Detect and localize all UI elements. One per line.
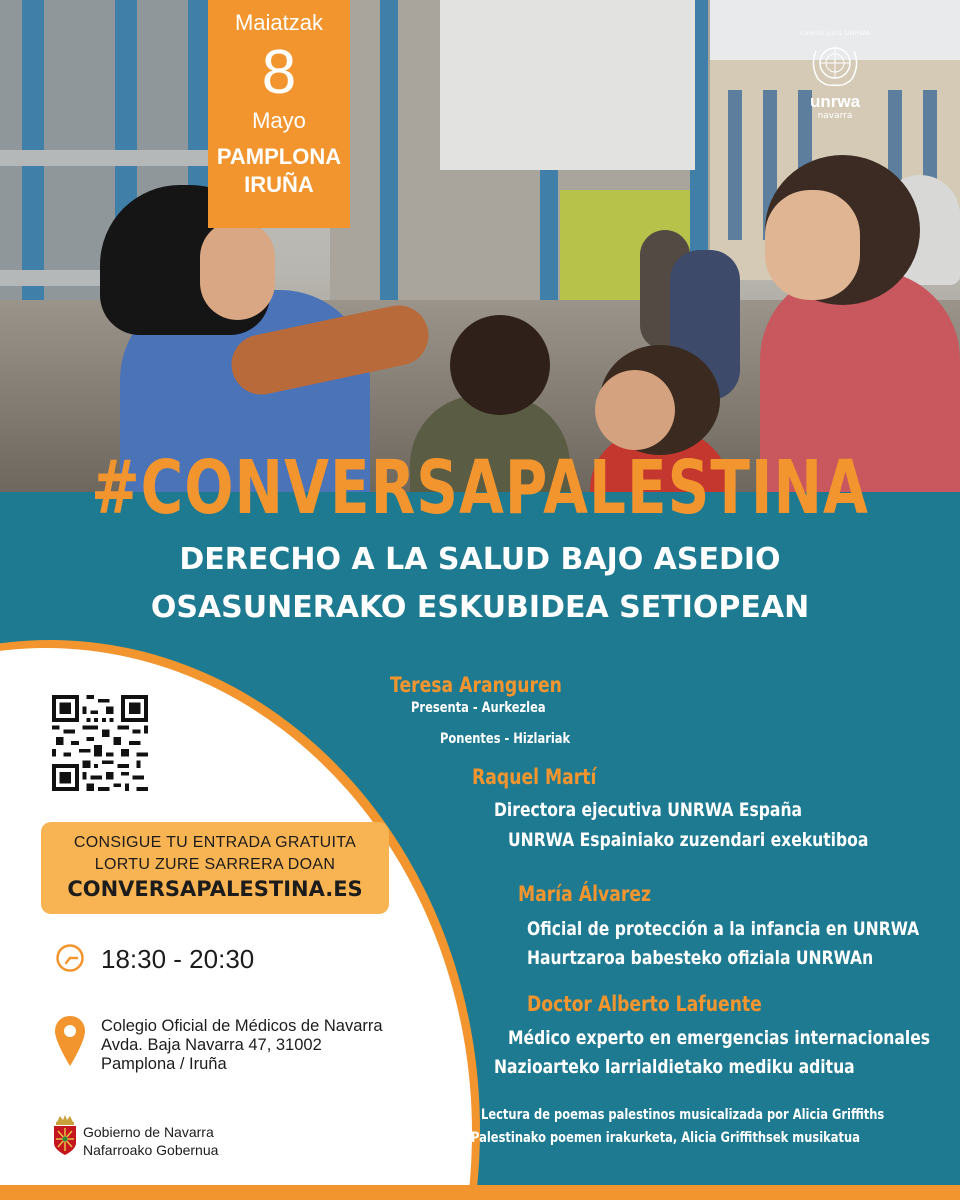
month-es: Mayo [252,108,306,133]
girl-pink-jacket-face [765,190,860,300]
closing-line-es: Lectura de poemas palestinos musicalizada por Alicia Griffiths [481,1107,885,1123]
city-line-2: IRUÑA [244,172,314,197]
ticket-line-es: CONSIGUE TU ENTRADA GRATUITA [73,834,357,851]
title-es: DERECHO A LA SALUD BAJO ASEDIO [179,542,781,577]
unrwa-region: navarra [817,111,853,121]
hashtag-title: #CONVERSAPALESTINA [91,444,869,532]
navarra-shield-icon [52,1113,78,1157]
title-eu: OSASUNERAKO ESKUBIDEA SETIOPEAN [150,590,810,625]
unrwa-committee-text: Comité para UNRWA [800,30,870,37]
unrwa-logo [790,30,880,130]
speaker-1-role-es: Directora ejecutiva UNRWA España [494,799,803,821]
speaker-3-role-eu: Nazioarteko larrialdietako mediku aditua [494,1056,855,1078]
date-box [208,0,350,228]
ticket-callout[interactable] [41,822,389,914]
hanging-tarp [440,0,695,170]
venue-city: Pamplona / Iruña [101,1055,227,1073]
health-worker-face [200,220,275,320]
venue-name: Colegio Oficial de Médicos de Navarra [101,1017,383,1035]
child-with-glasses-face [595,370,675,450]
ticket-website-link[interactable]: CONVERSAPALESTINA.ES [67,877,363,901]
bottom-stripe [0,1185,960,1200]
city-line-1: PAMPLONA [216,144,342,169]
sponsor-line-es: Gobierno de Navarra [83,1124,214,1140]
speaker-3-name: Doctor Alberto Lafuente [527,992,762,1016]
host-name: Teresa Aranguren [390,673,562,697]
venue-street: Avda. Baja Navarra 47, 31002 [101,1036,322,1054]
qr-code[interactable] [52,695,148,791]
event-time: 18:30 - 20:30 [101,944,255,974]
closing-line-eu: Palestinako poemen irakurketa, Alicia Griffithsek musikatua [471,1130,860,1146]
sponsor-line-eu: Nafarroako Gobernua [83,1142,219,1158]
clock-icon [55,943,85,973]
speaker-2-name: María Álvarez [518,882,652,906]
speaker-3-role-es: Médico experto en emergencias internacionales [508,1027,931,1049]
ticket-line-eu: LORTU ZURE SARRERA DOAN [94,856,336,873]
location-pin-icon [53,1014,87,1068]
speaker-1-name: Raquel Martí [472,765,597,789]
speaker-2-role-es: Oficial de protección a la infancia en UNRWA [527,918,920,940]
day-number: 8 [261,38,297,107]
speaker-2-role-eu: Haurtzaroa babesteko ofiziala UNRWAn [527,947,874,969]
day-label-eu: Maiatzak [234,10,324,35]
unrwa-emblem-icon [804,41,866,89]
unrwa-name: unrwa [809,92,861,111]
speakers-heading: Ponentes - Hizlariak [440,731,571,747]
host-role: Presenta - Aurkezlea [411,700,546,716]
child-receiving-vaccine-head [450,315,550,415]
speaker-1-role-eu: UNRWA Espainiako zuzendari exekutiboa [508,829,869,851]
